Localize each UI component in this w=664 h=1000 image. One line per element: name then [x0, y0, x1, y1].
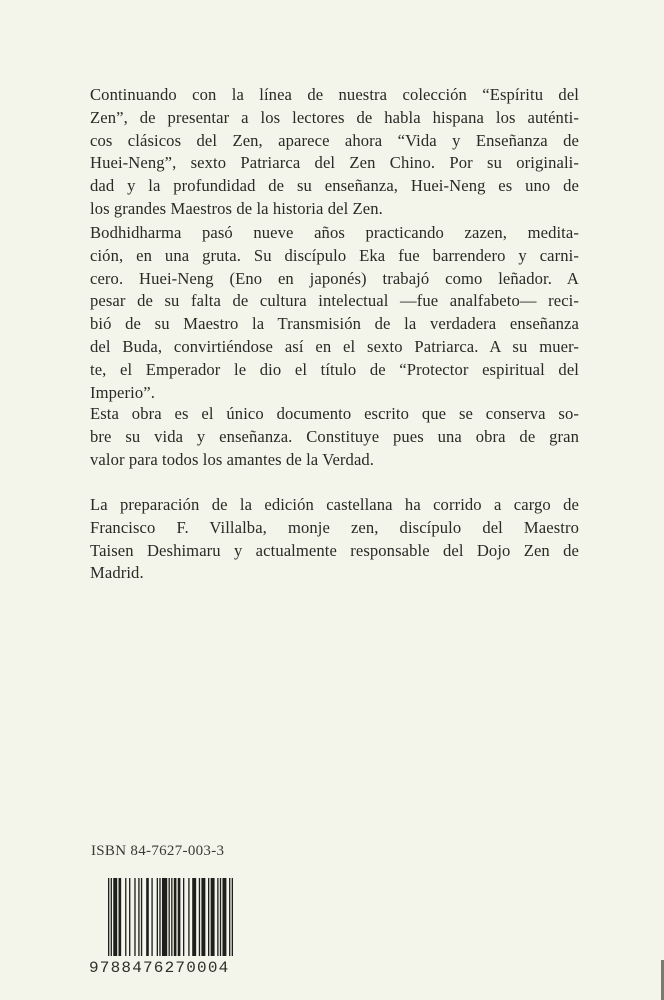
barcode-bar: [222, 878, 226, 956]
barcode-bar: [159, 878, 160, 956]
text-line: del Buda, convirtiéndose así en el sexto Patriarca. A su muer-: [90, 336, 579, 356]
barcode-bar: [192, 878, 196, 956]
barcode-bar: [232, 878, 233, 956]
barcode-bar: [162, 878, 167, 956]
paragraph-edition-credits: [90, 494, 579, 585]
barcode-bar: [111, 878, 112, 956]
barcode-bar: [183, 878, 184, 956]
barcode-bar: [157, 878, 158, 956]
barcode-number: 9788476270004: [89, 959, 230, 977]
paragraph-work-value: [90, 403, 579, 471]
barcode-bar: [174, 878, 177, 956]
barcode-bar: [151, 878, 152, 956]
barcode-bar: [188, 878, 189, 956]
barcode-bar: [169, 878, 170, 956]
barcode-bar: [125, 878, 126, 956]
text-line: te, el Emperador le dio el título de “Protector espiritual del: [90, 359, 579, 379]
text-line: Taisen Deshimaru y actualmente responsable del Dojo Zen de: [90, 540, 579, 560]
barcode-bar: [199, 878, 200, 956]
text-line: Esta obra es el único documento escrito que se conserva so-: [90, 404, 579, 423]
barcode-bar: [138, 878, 139, 956]
barcode-bar: [217, 878, 218, 956]
barcode-bar: [201, 878, 205, 956]
text-line: Imperio”.: [90, 382, 155, 402]
text-line: valor para todos los amantes de la Verdad.: [90, 449, 375, 469]
text-line: pesar de su falta de cultura intelectual —fue analfabeto— reci-: [90, 291, 579, 311]
text-line: cero. Huei-Neng (Eno en japonés) trabajó como leñador. A: [90, 268, 579, 288]
barcode-graphic: [108, 878, 233, 956]
text-line: bre su vida y enseñanza. Constituye pues una obra de gran: [90, 426, 579, 446]
text-line: ción, en una gruta. Su discípulo Eka fue barrendero y carni-: [90, 245, 579, 265]
text-line: cos clásicos del Zen, aparece ahora “Vida y Enseñanza de: [90, 130, 579, 150]
text-line: Huei-Neng”, sexto Patriarca del Zen Chino. Por su originali-: [90, 153, 579, 173]
barcode-bar: [134, 878, 135, 956]
barcode-bar: [113, 878, 117, 956]
text-line: dad y la profundidad de su enseñanza, Huei-Neng es uno de: [90, 176, 579, 196]
barcode: [108, 878, 233, 956]
barcode-bar: [146, 878, 149, 956]
text-line: La preparación de la edición castellana ha corrido a cargo de: [90, 495, 579, 514]
barcode-bar: [171, 878, 172, 956]
text-line: Francisco F. Villalba, monje zen, discípulo del Maestro: [90, 517, 579, 537]
paragraph-bodhidharma: [90, 222, 579, 404]
text-line: Zen”, de presentar a los lectores de habla hispana los auténti-: [90, 107, 579, 127]
barcode-bar: [141, 878, 142, 956]
barcode-bar: [208, 878, 209, 956]
barcode-bar: [220, 878, 221, 956]
text-line: Bodhidharma pasó nueve años practicando zazen, medita-: [90, 223, 579, 242]
isbn-label: ISBN 84-7627-003-3: [91, 843, 225, 859]
barcode-bar: [108, 878, 109, 956]
barcode-bar: [119, 878, 122, 956]
text-line: bió de su Maestro la Transmisión de la verdadera enseñanza: [90, 314, 579, 334]
text-line: los grandes Maestros de la historia del Zen.: [90, 198, 383, 218]
barcode-bar: [211, 878, 215, 956]
barcode-bar: [229, 878, 230, 956]
text-line: Madrid.: [90, 563, 144, 583]
paragraph-intro: [90, 84, 579, 221]
barcode-bar: [129, 878, 130, 956]
barcode-bar: [178, 878, 181, 956]
text-line: Continuando con la línea de nuestra colección “Espíritu del: [90, 85, 579, 104]
